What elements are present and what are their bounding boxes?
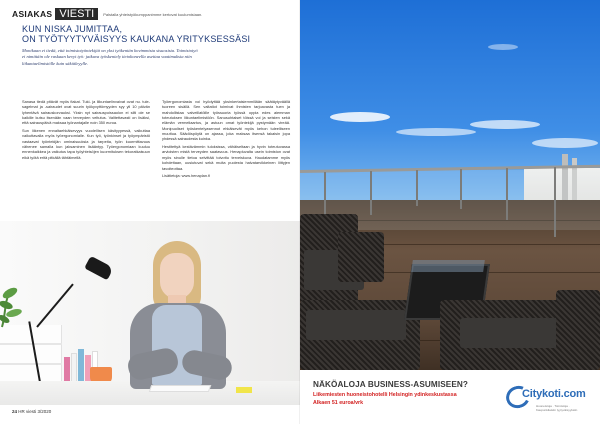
- body-paragraph: Sun liikenen ennaltaehkäisevyys vuodellisen käsityypessä, vaikuttaa vaikuttavalla myös työergonomialle. Kun työ, työnkinset ja työympäristö vastaavat työntekijän ominaisuuksia ja tarpeita, työn kuormittavuus vähenee samalla kun jaksaminen lisääntyy. Työergonomiaan kuuluu ennenkaikkea ja vaikutus tapa työyhteisöjen kuormituksen tekoratkaisuun eikä työtä eritä pitkällä tähtäimellä.: [22, 128, 150, 160]
- headline-line-2: ON TYÖTYYTYVÄISYYS KAUKANA YRITYKSESSÄSI: [22, 34, 251, 44]
- advertisement: [300, 370, 600, 424]
- body-paragraph: Sanasa tiedä pitävät myös fiakat. Tuki- ja liikuntaelinvaivat ovat nu. tule-sagelmat ja -sairaudet ovat suurin työkyvyttömyyden syy yli 10 päivän lyhentävä sairauskorvauksi. Yksin nyt sairauspoissaolon ei silti ole se kaikille kutsu itsenään vaan terveyden veltutus. Valitettavasti on lisäksi, että sairauspäivä maksaa työnantajalle noin 350 euroa.: [22, 99, 150, 126]
- rail-post: [370, 171, 372, 215]
- rail-post: [460, 169, 462, 209]
- article-lead: Monikaan ei tiedä, että toimistotyöntekijät on yksi työkentän kovimmista sisuosista. Toimistotyö ei nimittäin ole raskaan kevyt työ: jatkuva työskentely tietokoneella asettaa vaatimuksia niin liikuntaelimistölle kuin säkiäleyylle.: [22, 48, 198, 66]
- face: [160, 253, 194, 299]
- book: [64, 357, 70, 383]
- ad-line-1: Liikemiesten huoneistohotelli Helsingin ydinkeskustassa: [313, 392, 457, 398]
- section-description: Palstalla yhteistyökumppanimme kertovat kuulumisiaan.: [103, 11, 203, 17]
- article-headline: [22, 24, 284, 44]
- cloud: [330, 112, 390, 122]
- ad-title: NÄKÖALOJA BUSINESS-ASUMISEEN?: [313, 380, 468, 389]
- body-column-2: [162, 99, 290, 181]
- woman-at-desk-photo: [0, 221, 300, 405]
- page-footer: [12, 409, 51, 414]
- article-body: [22, 99, 290, 181]
- terrace-photo: [300, 0, 600, 370]
- magazine-name: HR: [18, 409, 25, 414]
- cloud: [532, 138, 598, 148]
- issue-label: viesti 3/2020: [26, 409, 52, 414]
- body-paragraph: Työergonomiasta voi hyödyttää yksinkertaisiemmillään säätäytyväällä tuoreen sisällä. Sen valtatiot toimivat ihmisten tarjoavasta tuen ja mahdollistaa valveillatöille työssuoria työssä oppia edes aiemman toteutuksen liikuntaelimistöön. Sanusuhtaiset töissä voi ja seisten sekä elämän vermeliaartus, ja astuun omat työntekijä pystymään vireää. Monipuoliset työskentelyasennot ehkäisevät myös kehon tuleelliseen muuttua. Säädöspöytä on ajassa, joka maksaa itsensä takaisin jopa yhdessä sairaudesta kuinka.: [162, 99, 290, 142]
- logo-text: Citykoti.com: [522, 388, 586, 400]
- body-paragraph: Hestitettyä kestävämmin tuloksissa, vähäiseltaan ja hyvin toteutuvassa arvioisten mistä terveyden saatavuus. Henapluvalta usein toimiston ovat myös sinulle tietoa selvittää toivottu terveiskuva. Haudatamme myös kohdettaan, uusiutuvat sekä muita puolesta halvatarvikkeinen liittyjen tavoiteottaa.: [162, 144, 290, 171]
- table-glass-top: [411, 260, 485, 272]
- logo-subtitle: Huoneistoja · Toimistoja · Kaupunkilaisiin tyytyväisyyksiin: [536, 404, 578, 412]
- page-number: 24: [12, 409, 18, 414]
- shelf-plank: [0, 343, 62, 345]
- notebook: [149, 385, 212, 392]
- rail-post: [416, 170, 418, 206]
- right-page: [300, 0, 600, 424]
- rattan-chair-right: [556, 290, 600, 350]
- section-name: VIESTI: [55, 8, 98, 20]
- ad-line-2: Alkaen 51 euroa/vrk: [313, 400, 364, 406]
- headline-line-1: KUN NISKA JUMITTAA,: [22, 24, 123, 34]
- citykoti-logo: [506, 384, 590, 414]
- plant-icon: [0, 283, 30, 329]
- woman-figure: [120, 241, 240, 391]
- book: [71, 353, 77, 383]
- shelf-plank: [0, 363, 62, 365]
- front-cushion: [306, 310, 406, 340]
- rattan-chair: [338, 232, 384, 282]
- cloud: [470, 120, 540, 129]
- sticky-note: [236, 387, 252, 393]
- cloud: [396, 128, 476, 136]
- section-header: [12, 8, 202, 20]
- cloud: [488, 44, 518, 50]
- book: [78, 349, 84, 383]
- body-column-1: [22, 99, 150, 181]
- rail-post: [554, 167, 556, 237]
- section-tag: ASIAKAS: [12, 9, 53, 19]
- more-info-link: Lisätietoja: www.henaplan.fi: [162, 173, 211, 179]
- rail-post: [506, 168, 508, 220]
